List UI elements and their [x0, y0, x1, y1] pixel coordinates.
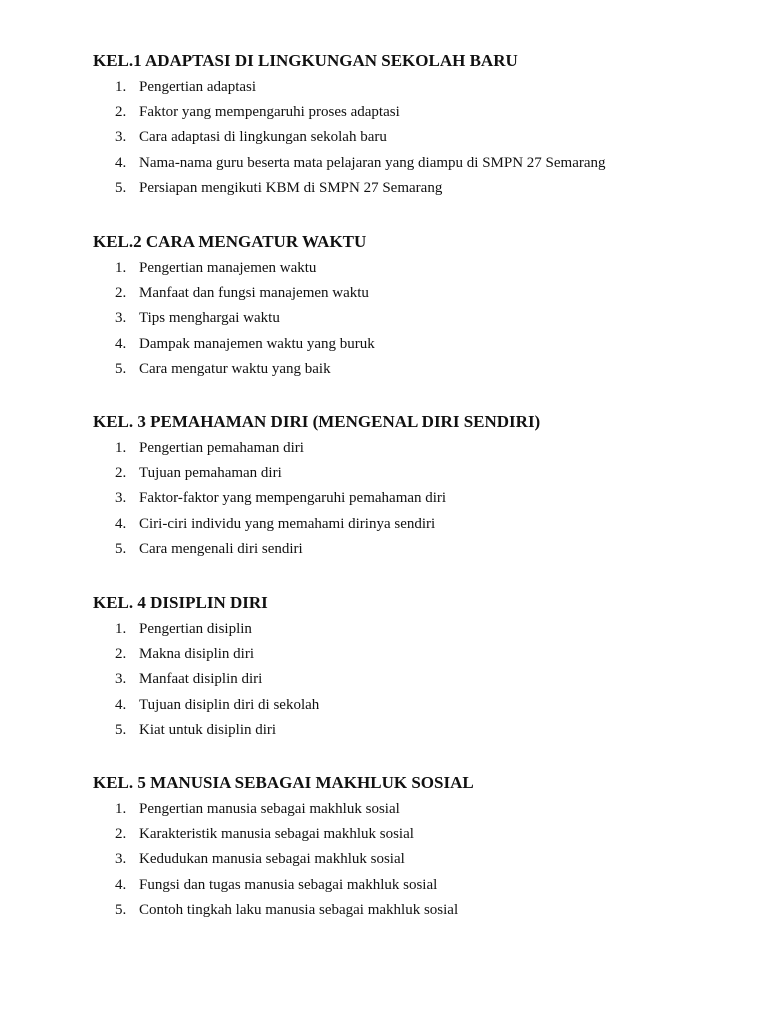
item-number: 1.	[115, 440, 127, 456]
item-number: 5.	[115, 721, 127, 738]
item-number: 3.	[115, 310, 127, 327]
item-number: 1.	[115, 79, 127, 95]
item-text: Dampak manajemen waktu yang buruk	[139, 335, 375, 352]
list-item	[93, 153, 733, 178]
item-text: Cara mengenali diri sendiri	[139, 540, 303, 557]
item-number: 2.	[115, 465, 127, 482]
topic-list	[93, 258, 733, 384]
item-text: Manfaat disiplin diri	[139, 671, 263, 688]
item-text: Tujuan disiplin diri di sekolah	[139, 696, 320, 713]
list-item	[93, 308, 733, 333]
item-number: 2.	[115, 826, 127, 843]
item-text: Pengertian manajemen waktu	[139, 260, 317, 276]
item-text: Kiat untuk disiplin diri	[139, 721, 277, 738]
item-text: Tips menghargai waktu	[139, 310, 280, 327]
list-item	[93, 463, 733, 488]
item-text: Kedudukan manusia sebagai makhluk sosial	[139, 851, 405, 868]
item-text: Makna disiplin diri	[139, 646, 254, 663]
list-item	[93, 514, 733, 539]
item-text: Nama-nama guru beserta mata pelajaran yang diampu di SMPN 27 Semarang	[139, 154, 606, 171]
item-text: Faktor yang mempengaruhi proses adaptasi	[139, 104, 400, 121]
item-text: Pengertian pemahaman diri	[139, 440, 304, 456]
item-number: 5.	[115, 360, 127, 377]
item-text: Cara mengatur waktu yang baik	[139, 360, 331, 377]
item-text: Manfaat dan fungsi manajemen waktu	[139, 285, 369, 302]
topic-list	[93, 77, 733, 203]
item-number: 4.	[115, 696, 127, 713]
section-title: KEL.1 ADAPTASI DI LINGKUNGAN SEKOLAH BARU	[93, 51, 518, 70]
list-item	[93, 334, 733, 359]
item-text: Pengertian adaptasi	[139, 79, 257, 95]
item-text: Tujuan pemahaman diri	[139, 465, 282, 482]
list-item	[93, 178, 733, 203]
item-number: 4.	[115, 335, 127, 352]
list-item	[93, 824, 733, 849]
section-kel-2	[93, 232, 733, 384]
item-number: 1.	[115, 801, 127, 817]
item-number: 5.	[115, 540, 127, 557]
item-number: 4.	[115, 876, 127, 893]
topic-list	[93, 799, 733, 925]
item-text: Persiapan mengikuti KBM di SMPN 27 Semarang	[139, 179, 443, 196]
list-item	[93, 695, 733, 720]
section-title: KEL.2 CARA MENGATUR WAKTU	[93, 232, 367, 251]
item-text: Pengertian disiplin	[139, 621, 252, 637]
list-item	[93, 539, 733, 564]
section-kel-1	[93, 51, 733, 203]
item-text: Ciri-ciri individu yang memahami dirinya sendiri	[139, 515, 436, 532]
list-item	[93, 619, 733, 644]
list-item	[93, 720, 733, 745]
section-title: KEL. 4 DISIPLIN DIRI	[93, 593, 268, 612]
item-number: 3.	[115, 671, 127, 688]
item-number: 4.	[115, 154, 127, 171]
item-number: 1.	[115, 260, 127, 276]
item-text: Faktor-faktor yang mempengaruhi pemahaman diri	[139, 490, 447, 507]
list-item	[93, 669, 733, 694]
list-item	[93, 258, 733, 283]
item-number: 3.	[115, 490, 127, 507]
list-item	[93, 799, 733, 824]
list-item	[93, 359, 733, 384]
list-item	[93, 283, 733, 308]
item-text: Pengertian manusia sebagai makhluk sosial	[139, 801, 400, 817]
list-item	[93, 77, 733, 102]
list-item	[93, 849, 733, 874]
item-number: 2.	[115, 285, 127, 302]
item-text: Contoh tingkah laku manusia sebagai makhluk sosial	[139, 901, 459, 918]
topic-list	[93, 619, 733, 745]
list-item	[93, 875, 733, 900]
item-text: Karakteristik manusia sebagai makhluk sosial	[139, 826, 414, 843]
list-item	[93, 488, 733, 513]
section-title: KEL. 3 PEMAHAMAN DIRI (MENGENAL DIRI SENDIRI)	[93, 412, 541, 431]
item-number: 5.	[115, 901, 127, 918]
section-kel-3	[93, 412, 733, 564]
list-item	[93, 438, 733, 463]
item-number: 2.	[115, 646, 127, 663]
section-kel-4	[93, 593, 733, 745]
item-number: 5.	[115, 179, 127, 196]
list-item	[93, 127, 733, 152]
list-item	[93, 644, 733, 669]
item-number: 3.	[115, 129, 127, 146]
list-item	[93, 102, 733, 127]
item-text: Cara adaptasi di lingkungan sekolah baru	[139, 129, 387, 146]
item-number: 3.	[115, 851, 127, 868]
item-number: 1.	[115, 621, 127, 637]
section-kel-5	[93, 773, 733, 925]
topic-list	[93, 438, 733, 564]
item-number: 2.	[115, 104, 127, 121]
section-title: KEL. 5 MANUSIA SEBAGAI MAKHLUK SOSIAL	[93, 773, 474, 792]
list-item	[93, 900, 733, 925]
item-number: 4.	[115, 515, 127, 532]
item-text: Fungsi dan tugas manusia sebagai makhluk sosial	[139, 876, 438, 893]
